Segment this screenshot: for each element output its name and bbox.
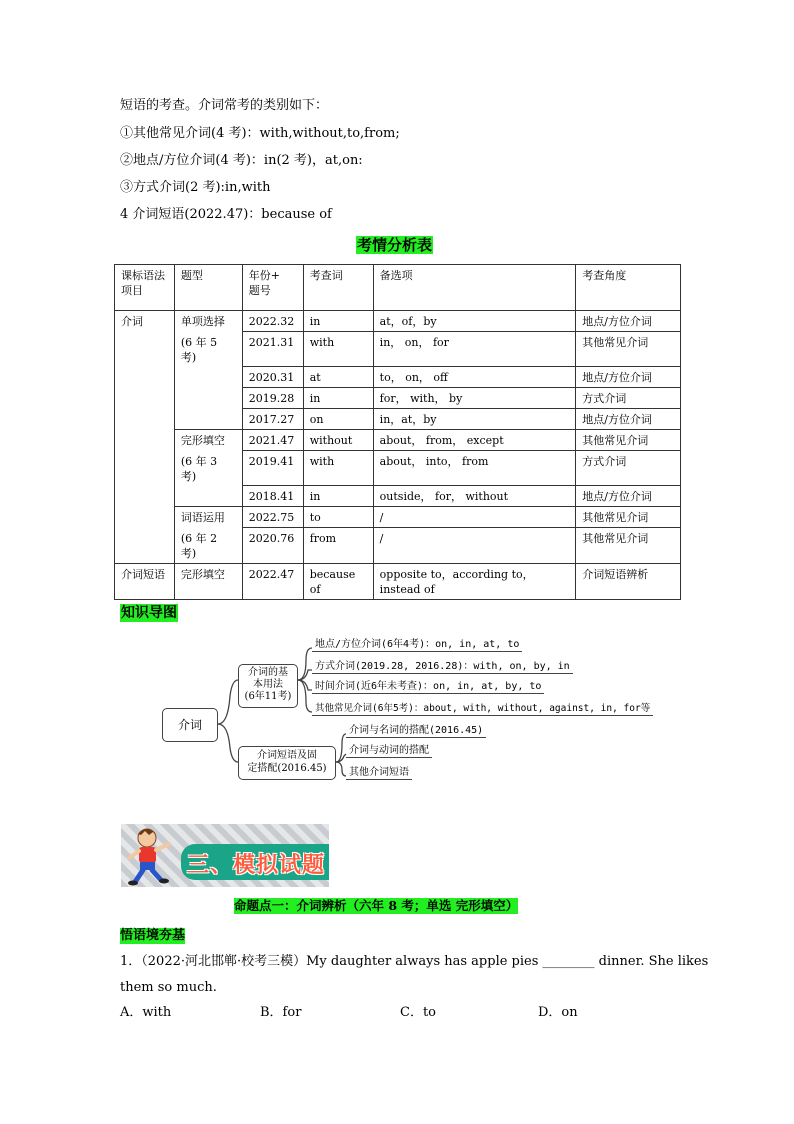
angle-cell: 地点/方位介词 [576, 367, 681, 388]
header-cell: 备选项 [373, 265, 576, 311]
angle-cell: 地点/方位介词 [576, 409, 681, 430]
word-cell: on [303, 409, 373, 430]
word-cell: with [303, 332, 373, 367]
mind-map-leaf: 介词与名词的搭配(2016.45) [346, 724, 486, 738]
option-d: D．on [538, 1005, 578, 1020]
intro-line-2: ①其他常见介词(4 考)：with,without,to,from; [120, 126, 400, 141]
options-cell: to， on， off [373, 367, 576, 388]
intro-line-4: ③方式介词(2 考):in,with [120, 180, 271, 195]
word-cell: in [303, 486, 373, 507]
angle-cell: 其他常见介词 [576, 528, 681, 564]
question-line-2: them so much. [120, 980, 217, 995]
banner-text: 三、模拟试题 [187, 853, 326, 878]
mind-map-leaf: 介词与动词的搭配 [346, 744, 432, 758]
connector-leaf-7 [336, 762, 346, 776]
word-cell: with [303, 451, 373, 486]
year-cell: 2018.41 [242, 486, 303, 507]
year-cell: 2022.32 [242, 311, 303, 332]
type-cell: 词语运用 [174, 507, 242, 528]
angle-cell: 其他常见介词 [576, 507, 681, 528]
mind-map-branch-phrases: 介词短语及固 定搭配(2016.45) [238, 746, 336, 780]
year-cell: 2019.41 [242, 451, 303, 486]
options-cell: / [373, 507, 576, 528]
angle-cell: 方式介词 [576, 388, 681, 409]
knowledge-map-label: 知识导图 [121, 605, 177, 621]
section-title: 命题点一：介词辨析（六年 8 考；单选 完形填空） [234, 898, 519, 913]
table-header-row [115, 265, 681, 311]
options-cell: about， into， from [373, 451, 576, 486]
angle-cell: 其他常见介词 [576, 430, 681, 451]
table-row [115, 388, 681, 409]
options-cell: at，of，by [373, 311, 576, 332]
table-row [115, 563, 681, 599]
table-row [115, 507, 681, 528]
type-cell: 完形填空 [174, 563, 242, 599]
type-count-cell: (6 年 2 考) [174, 528, 242, 564]
mind-map-leaf: 时间介词(近6年未考查)：on, in, at, by, to [312, 680, 544, 694]
table-row [115, 409, 681, 430]
exam-analysis-table [114, 264, 681, 600]
mind-map-leaf: 其他常见介词(6年5考)：about, with, without, against, in, for等 [312, 702, 653, 716]
year-cell: 2020.76 [242, 528, 303, 564]
option-a: A．with [120, 1005, 172, 1020]
type-count-cell: (6 年 5 考) [174, 332, 242, 367]
category-cell: 介词 [115, 311, 175, 332]
year-cell: 2022.75 [242, 507, 303, 528]
type-count-cell: (6 年 3 考) [174, 451, 242, 486]
section-banner [121, 824, 329, 887]
connector-root-branch2 [218, 724, 238, 762]
options-cell: in， on， for [373, 332, 576, 367]
table-row [115, 451, 681, 486]
angle-cell: 地点/方位介词 [576, 311, 681, 332]
table-row [115, 528, 681, 564]
mind-map-leaf: 地点/方位介词(6年4考)：on, in, at, to [312, 638, 522, 652]
word-cell: in [303, 311, 373, 332]
word-cell: to [303, 507, 373, 528]
intro-line-3: ②地点/方位介词(4 考)：in(2 考)，at,on: [120, 153, 363, 168]
word-cell: without [303, 430, 373, 451]
year-cell: 2022.47 [242, 563, 303, 599]
year-cell: 2017.27 [242, 409, 303, 430]
header-cell: 年份+ 题号 [242, 265, 303, 311]
subsection-title: 悟语境夯基 [120, 928, 186, 943]
option-b: B．for [260, 1005, 302, 1020]
header-cell: 题型 [174, 265, 242, 311]
options-cell: about， from， except [373, 430, 576, 451]
options-cell: outside， for， without [373, 486, 576, 507]
angle-cell: 方式介词 [576, 451, 681, 486]
knowledge-mind-map [160, 636, 651, 808]
mind-map-leaf: 其他介词短语 [346, 766, 412, 780]
connector-leaf-4 [298, 680, 312, 712]
options-cell: opposite to，according to，instead of [373, 563, 576, 599]
type-cell: 完形填空 [174, 430, 242, 451]
table-row [115, 486, 681, 507]
angle-cell: 介词短语辨析 [576, 563, 681, 599]
table-row [115, 311, 681, 332]
mind-map-leaf: 方式介词(2019.28, 2016.28)：with, on, by, in [312, 660, 573, 674]
intro-line-1: 短语的考查。介词常考的类别如下： [120, 98, 329, 113]
header-cell: 考查角度 [576, 265, 681, 311]
word-cell: from [303, 528, 373, 564]
table-title: 考情分析表 [357, 236, 433, 254]
connector-root-branch1 [218, 680, 238, 724]
header-cell: 考查词 [303, 265, 373, 311]
year-cell: 2021.31 [242, 332, 303, 367]
options-cell: in，at，by [373, 409, 576, 430]
table-row [115, 332, 681, 367]
option-c: C．to [400, 1005, 436, 1020]
connector-leaf-1 [298, 648, 312, 680]
angle-cell: 地点/方位介词 [576, 486, 681, 507]
mind-map-root: 介词 [162, 708, 218, 742]
word-cell: because of [303, 563, 373, 599]
options-cell: / [373, 528, 576, 564]
table-row [115, 430, 681, 451]
intro-line-5: 4 介词短语(2022.47)：because of [120, 207, 332, 222]
year-cell: 2020.31 [242, 367, 303, 388]
connector-leaf-5 [336, 734, 346, 762]
question-line-1: 1．（2022·河北邯郸·校考三模）My daughter always has apple pies ________ dinner. She likes [120, 954, 709, 969]
header-cell: 课标语法 项目 [115, 265, 175, 311]
table-row [115, 367, 681, 388]
word-cell: in [303, 388, 373, 409]
category-cell: 介词短语 [115, 563, 175, 599]
running-boy-icon [125, 826, 177, 886]
mind-map-branch-basic-usage: 介词的基 本用法 (6年11考) [238, 664, 298, 708]
word-cell: at [303, 367, 373, 388]
type-cell: 单项选择 [174, 311, 242, 332]
angle-cell: 其他常见介词 [576, 332, 681, 367]
year-cell: 2021.47 [242, 430, 303, 451]
options-cell: for， with， by [373, 388, 576, 409]
year-cell: 2019.28 [242, 388, 303, 409]
